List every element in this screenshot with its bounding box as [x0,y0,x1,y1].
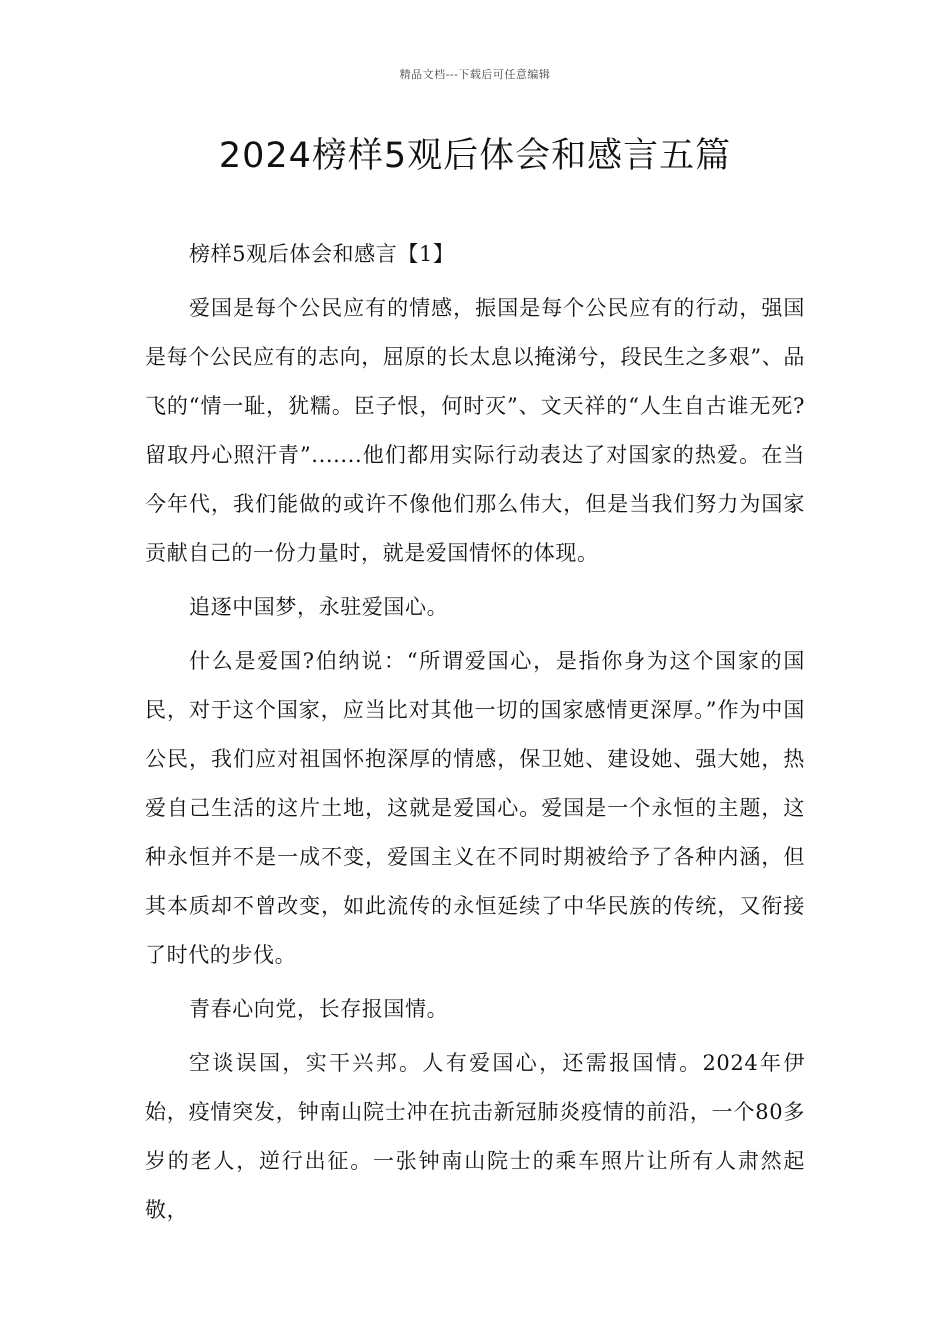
document-body [145,230,805,1240]
body-paragraph: 爱国是每个公民应有的情感，振国是每个公民应有的行动，强国是每个公民应有的志向，屈原的长太息以掩涕兮，段民生之多艰”、品飞的“情一耻，犹糯。臣子恨，何时灭”、文天祥的“人生自古谁无死?留取丹心照汗青”.......他们都用实际行动表达了对国家的热爱。在当今年代，我们能做的或许不像他们那么伟大，但是当我们努力为国家贡献自己的一份力量时，就是爱国情怀的体现。 [145,296,805,565]
body-paragraph: 空谈误国，实干兴邦。人有爱国心，还需报国情。2024年伊始，疫情突发，钟南山院士冲在抗击新冠肺炎疫情的前沿，一个80多岁的老人，逆行出征。一张钟南山院士的乘车照片让所有人肃然起敬， [145,1051,805,1222]
document-title: 2024榜样5观后体会和感言五篇 [218,136,732,176]
body-paragraph: 什么是爱国?伯纳说：“所谓爱国心，是指你身为这个国家的国民，对于这个国家，应当比对其他一切的国家感情更深厚。”作为中国公民，我们应对祖国怀抱深厚的情感，保卫她、建设她、强大她，热爱自己生活的这片土地，这就是爱国心。爱国是一个永恒的主题，这种永恒并不是一成不变，爱国主义在不同时期被给予了各种内涵，但其本质却不曾改变，如此流传的永恒延续了中华民族的传统，又衔接了时代的步伐。 [145,649,805,967]
subheading-paragraph: 青春心向党，长存报国情。 [189,997,449,1021]
header-note: 精品文档---下载后可任意编辑 [399,68,551,81]
subheading-paragraph: 追逐中国梦，永驻爱国心。 [189,595,449,619]
section-heading-1: 榜样5观后体会和感言【1】 [189,242,455,266]
